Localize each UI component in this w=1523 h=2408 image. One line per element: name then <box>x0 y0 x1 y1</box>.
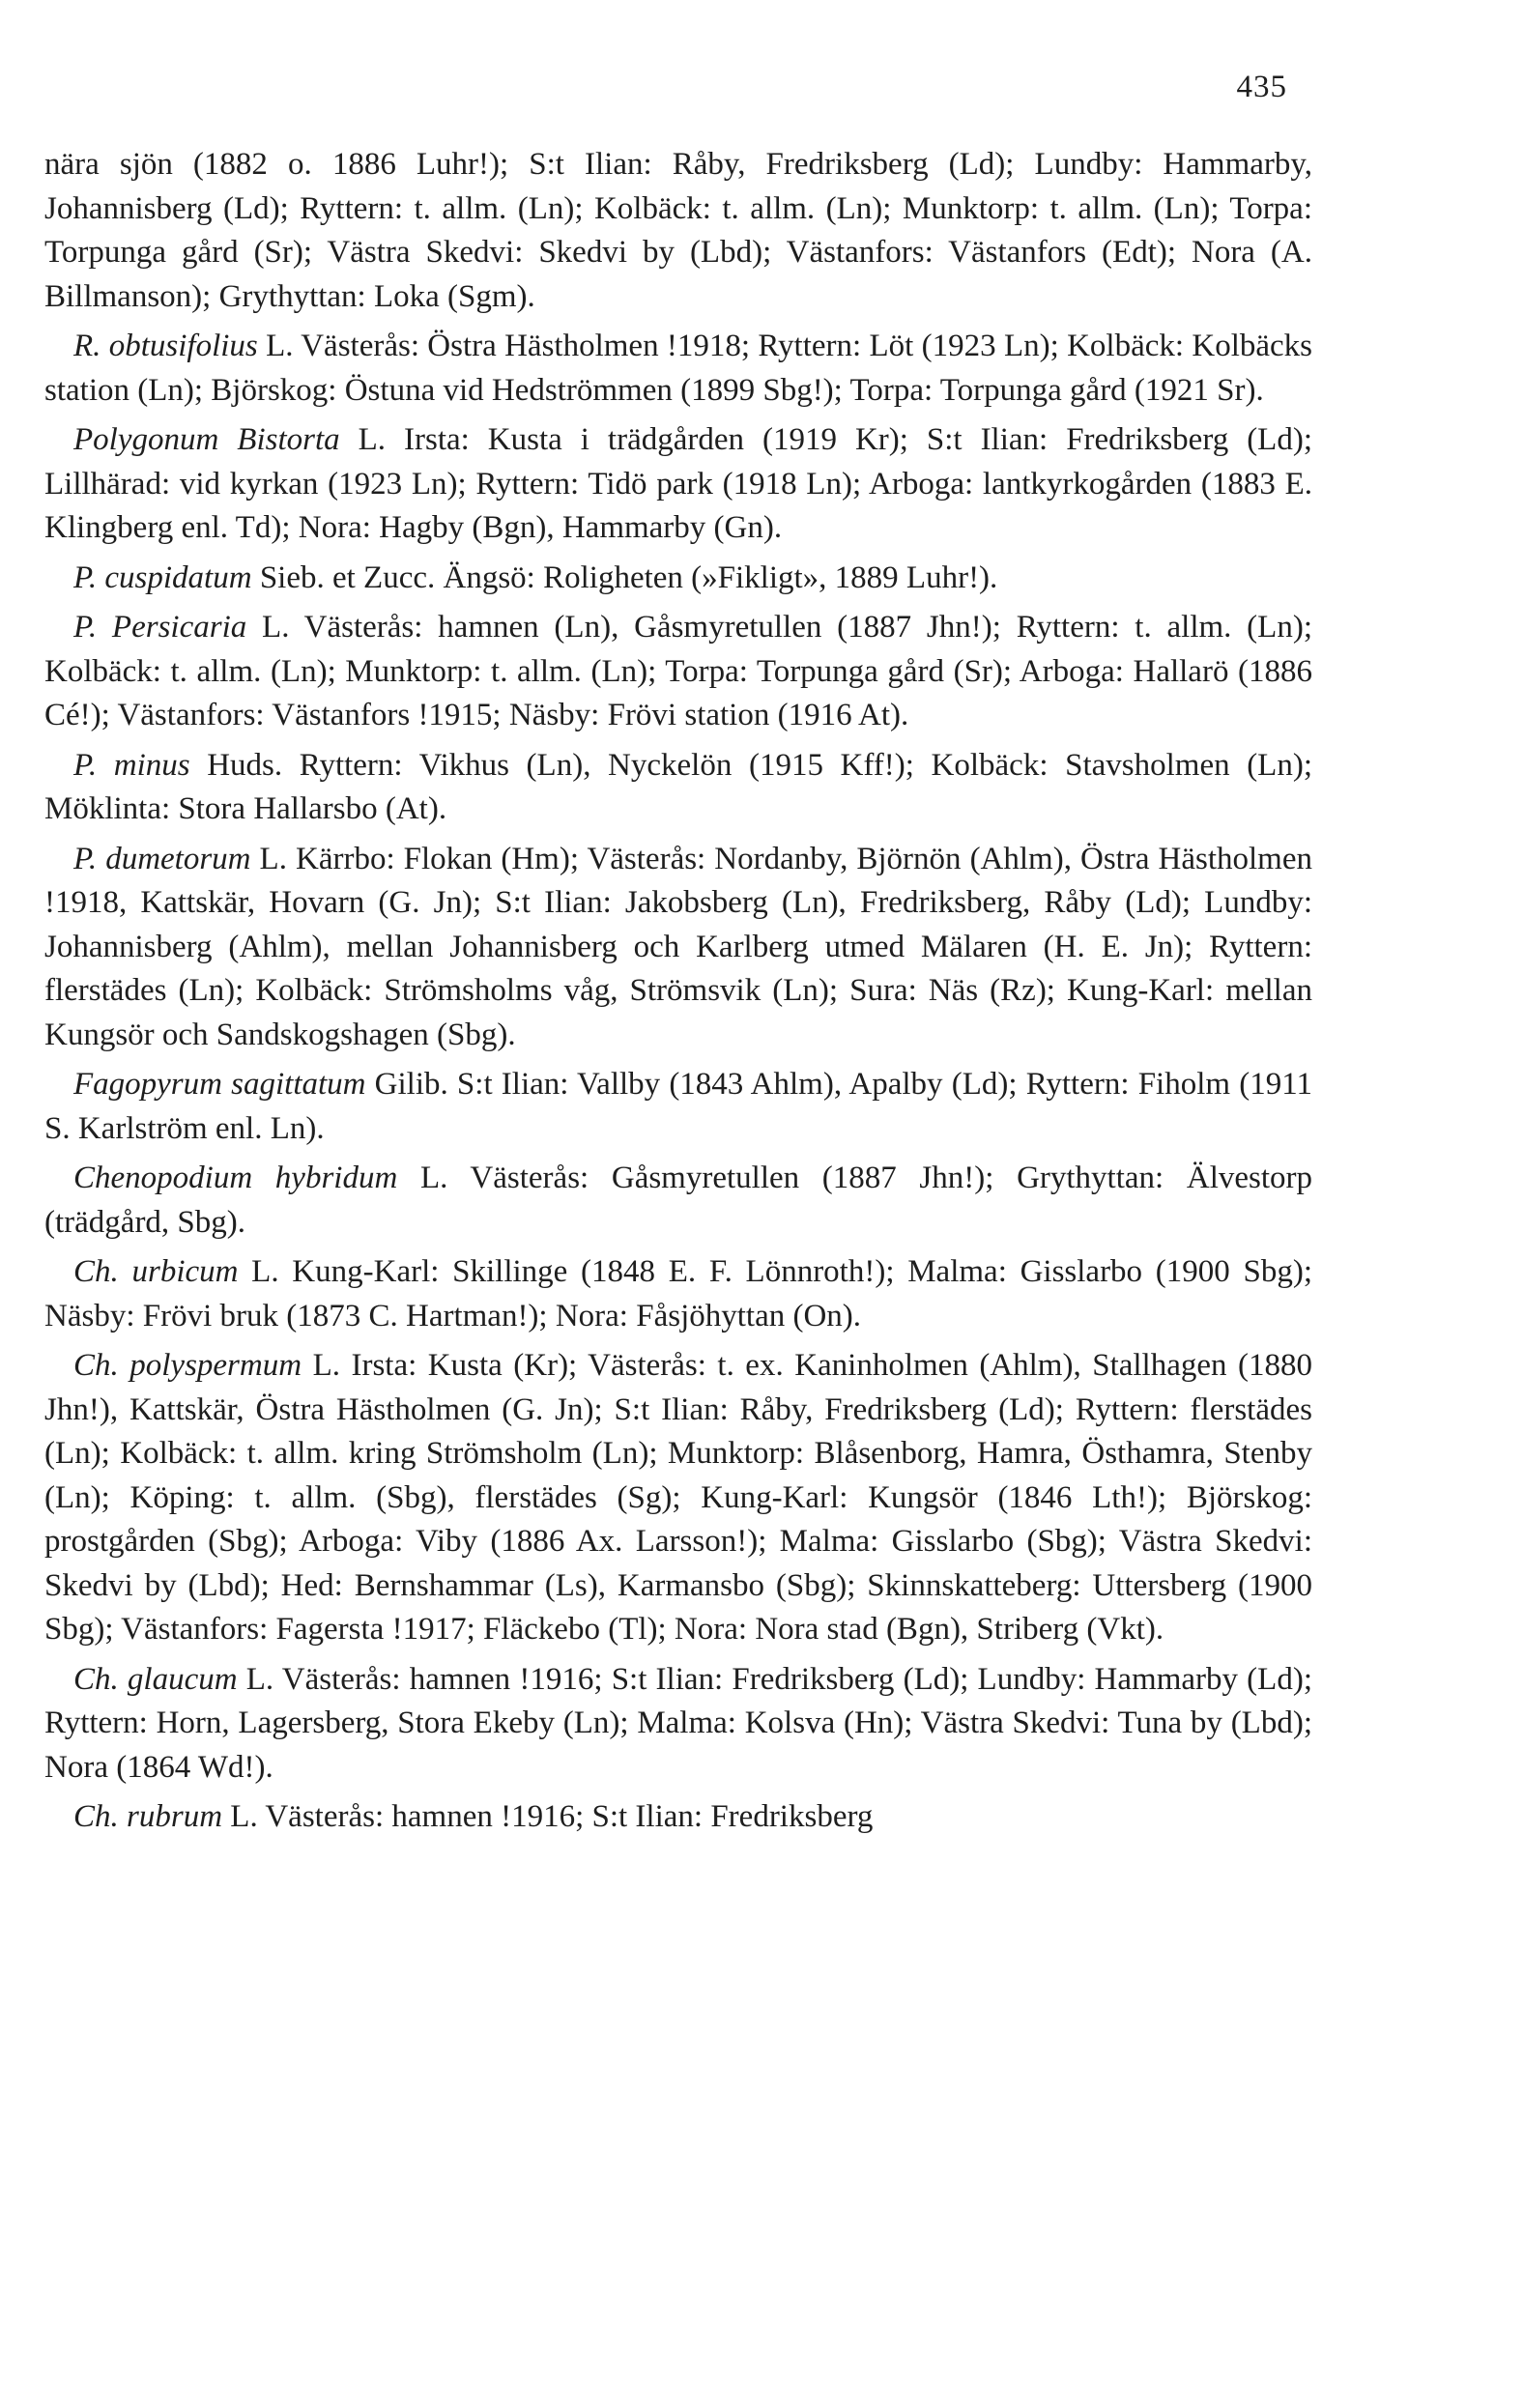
entry-chenopodium-hybridum <box>44 1157 1312 1245</box>
entry-text: L. Västerås: Östra Hästholmen !1918; Ryttern: Löt (1923 Ln); Kolbäck: Kolbäcks station (Ln); Björskog: Östuna vid Hedströmmen (1899 Sbg!); Torpa: Torpunga gård (1921 Sr). <box>44 329 1313 408</box>
entry-ch-rubrum <box>44 1795 1312 1840</box>
entry-text: nära sjön (1882 o. 1886 Luhr!); S:t Ilian: Råby, Fredriksberg (Ld); Lundby: Hammarby, Johannisberg (Ld); Ryttern: t. allm. (Ln); Kolbäck: t. allm. (Ln); Munktorp: t. allm. (Ln); Torpa: Torpunga gård (Sr); Västra Skedvi: Skedvi by (Lbd); Västanfors: Västanfors (Edt); Nora (A. Billmanson); Grythyttan: Loka (Sgm). <box>44 147 1312 314</box>
species-name: Fagopyrum sagittatum <box>73 1067 366 1102</box>
text-body <box>44 143 1312 1846</box>
species-name: Ch. urbicum <box>73 1254 239 1289</box>
entry-polygonum-bistorta <box>44 418 1312 551</box>
species-name: Ch. polyspermum <box>73 1348 302 1383</box>
entry-p-dumetorum <box>44 838 1312 1058</box>
page-number: 435 <box>1236 70 1287 104</box>
species-name: Chenopodium hybridum <box>73 1161 398 1195</box>
entry-text: L. Västerås: hamnen !1916; S:t Ilian: Fredriksberg <box>222 1799 874 1834</box>
species-name: Polygonum Bistorta <box>73 422 340 457</box>
entry-p-persicaria <box>44 606 1312 738</box>
entry-text: Gilib. S:t Ilian: Vallby (1843 Ahlm), Apalby (Ld); Ryttern: Fiholm (1911 S. Karlström enl. Ln). <box>44 1067 1312 1146</box>
entry-text: L. Västerås: Gåsmyretullen (1887 Jhn!); Grythyttan: Älvestorp (trädgård, Sbg). <box>44 1161 1313 1240</box>
entry-p-minus <box>44 744 1312 832</box>
entry-rumex-continued <box>44 143 1312 319</box>
entry-ch-urbicum <box>44 1250 1312 1338</box>
entry-ch-glaucum <box>44 1658 1312 1791</box>
species-name: P. minus <box>73 747 190 783</box>
entry-ch-polyspermum <box>44 1344 1312 1652</box>
entry-text: L. Västerås: hamnen (Ln), Gåsmyretullen (1887 Jhn!); Ryttern: t. allm. (Ln); Kolbäck: t. allm. (Ln); Munktorp: t. allm. (Ln); Torpa: Torpunga gård (Sr); Arboga: Hallarö (1886 Cé!); Västanfors: Västanfors !1915; Näsby: Frövi station (1916 At). <box>44 610 1312 732</box>
species-name: P. Persicaria <box>73 610 247 645</box>
entry-text: L. Västerås: hamnen !1916; S:t Ilian: Fredriksberg (Ld); Lundby: Hammarby (Ld); Ryttern: Horn, Lagersberg, Stora Ekeby (Ln); Malma: Kolsva (Hn); Västra Skedvi: Tuna by (Lbd); Nora (1864 Wd!). <box>44 1661 1312 1785</box>
entry-text: L. Irsta: Kusta i trädgården (1919 Kr); S:t Ilian: Fredriksberg (Ld); Lillhärad: vid kyrkan (1923 Ln); Ryttern: Tidö park (1918 Ln); Arboga: lantkyrkogården (1883 E. Klingberg enl. Td); Nora: Hagby (Bgn), Hammarby (Gn). <box>44 422 1313 545</box>
entry-p-cuspidatum <box>44 557 1312 601</box>
species-name: Ch. glaucum <box>73 1661 238 1697</box>
entry-r-obtusifolius <box>44 325 1312 413</box>
species-name: P. dumetorum <box>73 841 251 876</box>
species-name: R. obtusifolius <box>73 329 258 363</box>
entry-text: L. Kung-Karl: Skillinge (1848 E. F. Lönnroth!); Malma: Gisslarbo (1900 Sbg); Näsby: Frövi bruk (1873 C. Hartman!); Nora: Fåsjöhyttan (On). <box>44 1254 1312 1333</box>
entry-text: Huds. Ryttern: Vikhus (Ln), Nyckelön (1915 Kff!); Kolbäck: Stavsholmen (Ln); Möklinta: Stora Hallarsbo (At). <box>44 747 1312 826</box>
entry-text: L. Irsta: Kusta (Kr); Västerås: t. ex. Kaninholmen (Ahlm), Stallhagen (1880 Jhn!), Kattskär, Östra Hästholmen (G. Jn); S:t Ilian: Råby, Fredriksberg (Ld); Ryttern: flerstädes (Ln); Kolbäck: t. allm. kring Strömsholm (Ln); Munktorp: Blåsenborg, Hamra, Östhamra, Stenby (Ln); Köping: t. allm. (Sbg), flerstädes (Sg); Kung-Karl: Kungsör (1846 Lth!); Björskog: prostgården (Sbg); Arboga: Viby (1886 Ax. Larsson!); Malma: Gisslarbo (Sbg); Västra Skedvi: Skedvi by (Lbd); Hed: Bernshammar (Ls), Karmansbo (Sbg); Skinnskatteberg: Uttersberg (1900 Sbg); Västanfors: Fagersta !1917; Fläckebo (Tl); Nora: Nora stad (Bgn), Striberg (Vkt). <box>44 1348 1312 1647</box>
entry-fagopyrum-sagittatum <box>44 1063 1312 1151</box>
entry-text: Sieb. et Zucc. Ängsö: Roligheten (»Fikligt», 1889 Luhr!). <box>251 559 998 595</box>
species-name: Ch. rubrum <box>73 1799 223 1834</box>
species-name: P. cuspidatum <box>73 559 252 595</box>
entry-text: L. Kärrbo: Flokan (Hm); Västerås: Nordanby, Björnön (Ahlm), Östra Hästholmen !1918, Kattskär, Hovarn (G. Jn); S:t Ilian: Jakobsberg (Ln), Fredriksberg, Råby (Ld); Lundby: Johannisberg (Ahlm), mellan Johannisberg och Karlberg utmed Mälaren (H. E. Jn); Ryttern: flerstädes (Ln); Kolbäck: Strömsholms våg, Strömsvik (Ln); Sura: Näs (Rz); Kung-Karl: mellan Kungsör och Sandskogshagen (Sbg). <box>44 841 1312 1052</box>
